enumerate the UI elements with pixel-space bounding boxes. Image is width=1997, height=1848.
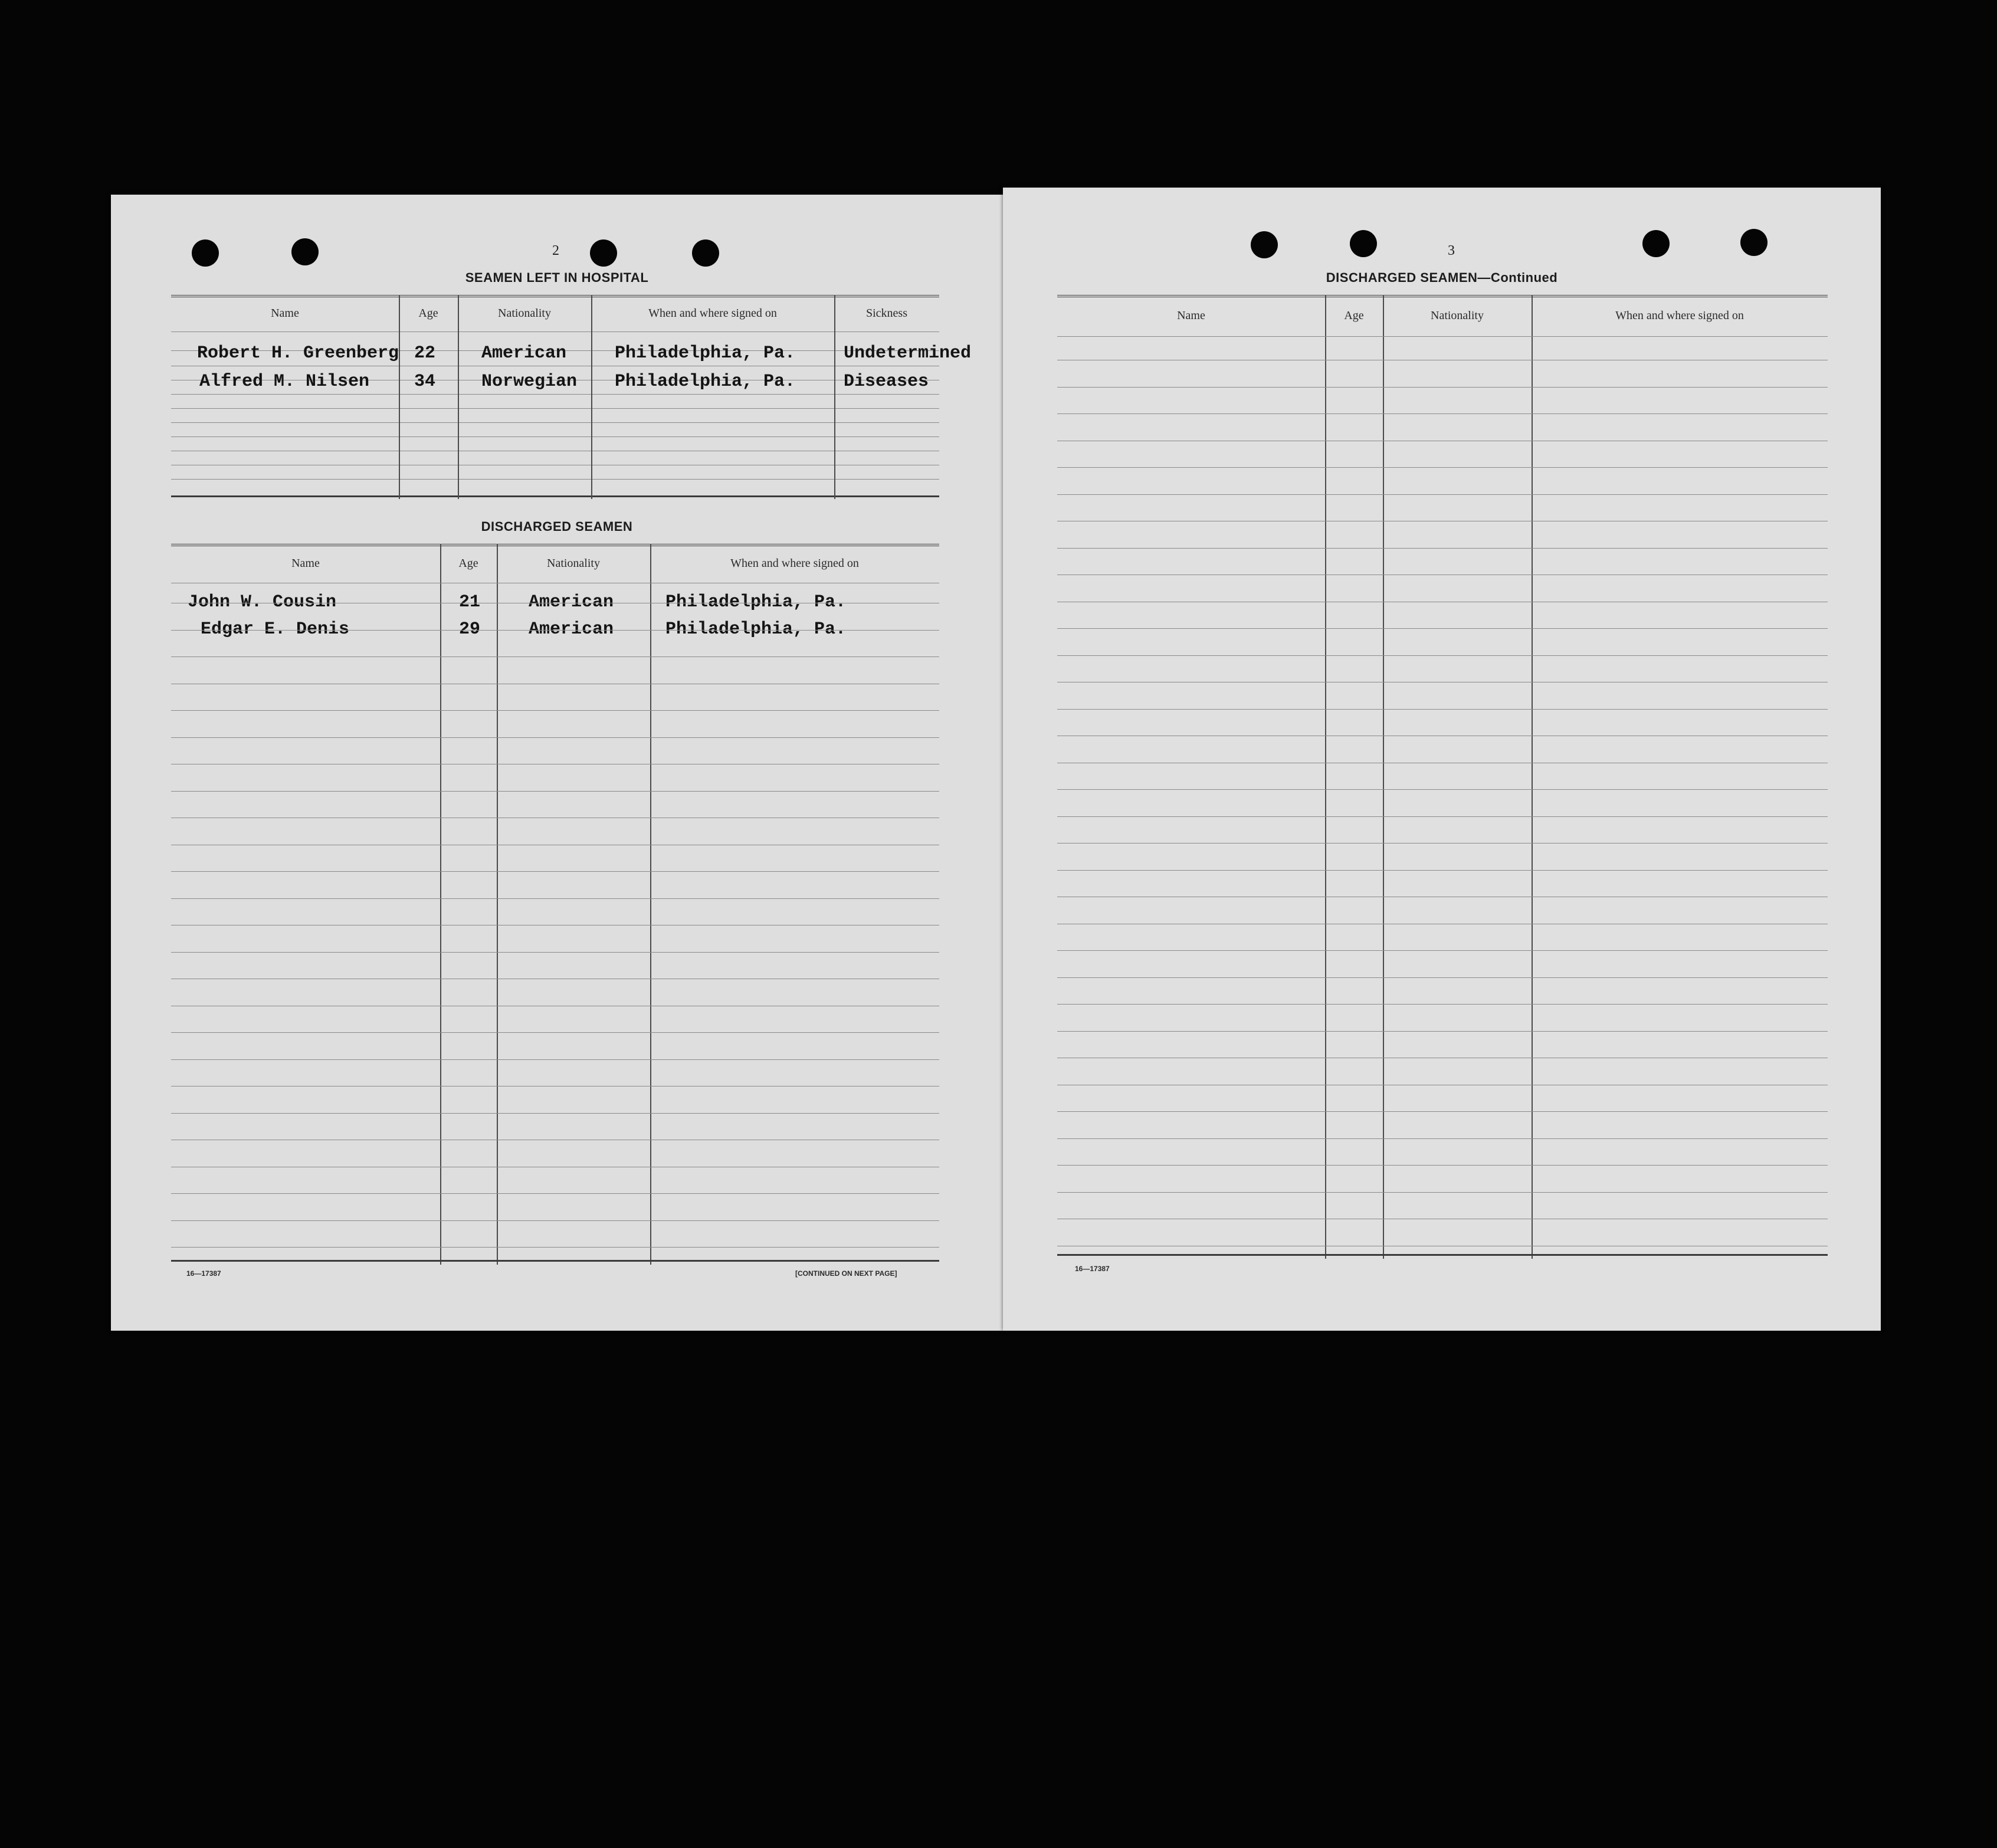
punch-hole-icon (692, 239, 719, 267)
column-header: Nationality (547, 557, 600, 570)
ruled-line (1057, 816, 1828, 817)
punch-hole-icon (192, 239, 219, 267)
ruled-line (171, 1247, 939, 1248)
ruled-line (171, 1220, 939, 1221)
page-number: 2 (552, 243, 559, 258)
column-header: Age (458, 557, 478, 570)
column-header: When and where signed on (730, 557, 859, 570)
discharged-continued-title: DISCHARGED SEAMEN—Continued (1326, 270, 1558, 285)
column-header: Name (271, 307, 299, 320)
discharged-title: DISCHARGED SEAMEN (481, 519, 633, 534)
ruled-line (171, 791, 939, 792)
ruled-line (171, 737, 939, 738)
continued-note: [CONTINUED ON NEXT PAGE] (795, 1269, 897, 1278)
column-header: Age (418, 307, 438, 320)
ruled-line (1057, 1165, 1828, 1166)
ruled-line (1057, 1192, 1828, 1193)
seaman-age: 22 (414, 343, 436, 363)
ruled-line (1057, 655, 1828, 656)
column-header: Age (1344, 309, 1364, 322)
punch-hole-icon (1642, 230, 1670, 257)
column-header: Nationality (1431, 309, 1484, 322)
hospital-table (171, 295, 972, 499)
ruled-line (171, 710, 939, 711)
seaman-signed-on: Philadelphia, Pa. (665, 592, 847, 612)
ruled-line (1057, 548, 1828, 549)
column-header: Name (291, 557, 320, 570)
seaman-name: Robert H. Greenberg (197, 343, 399, 363)
seaman-signed-on: Philadelphia, Pa. (665, 619, 847, 639)
left-page (111, 195, 1003, 1331)
ruled-line (1057, 1031, 1828, 1032)
punch-hole-icon (291, 238, 319, 265)
discharged-table (171, 544, 939, 1265)
seaman-sickness: Diseases (844, 372, 929, 392)
form-number: 16—17387 (1075, 1265, 1110, 1273)
ruled-line (171, 630, 939, 631)
hospital-title: SEAMEN LEFT IN HOSPITAL (465, 270, 649, 285)
punch-hole-icon (1251, 231, 1278, 258)
ruled-line (171, 898, 939, 899)
ruled-line (1057, 870, 1828, 871)
ruled-line (1057, 709, 1828, 710)
punch-hole-icon (590, 239, 617, 267)
form-number: 16—17387 (186, 1269, 221, 1278)
ruled-line (1057, 467, 1828, 468)
seaman-nationality: Norwegian (481, 372, 578, 392)
ruled-line (1057, 1254, 1828, 1256)
seaman-age: 29 (459, 619, 481, 639)
ruled-line (1057, 1004, 1828, 1005)
ruled-line (171, 1193, 939, 1194)
seaman-name: Edgar E. Denis (201, 619, 350, 639)
ruled-line (171, 1113, 939, 1114)
ruled-line (1057, 1138, 1828, 1139)
seaman-nationality: American (529, 592, 614, 612)
ruled-line (1057, 950, 1828, 951)
seaman-nationality: American (481, 343, 567, 363)
ruled-line (1057, 628, 1828, 629)
seaman-age: 21 (459, 592, 481, 612)
column-header: When and where signed on (1615, 309, 1744, 322)
ruled-line (171, 1260, 939, 1262)
column-header: Name (1177, 309, 1205, 322)
ruled-line (171, 871, 939, 872)
ruled-line (1057, 494, 1828, 495)
ruled-line (1057, 1111, 1828, 1112)
page-number: 3 (1448, 243, 1455, 258)
ruled-line (1057, 789, 1828, 790)
seaman-signed-on: Philadelphia, Pa. (615, 343, 796, 363)
punch-hole-icon (1740, 229, 1768, 256)
seaman-age: 34 (414, 372, 436, 392)
ruled-line (171, 952, 939, 953)
discharged-continued-table (1057, 295, 1828, 1259)
seaman-name: John W. Cousin (188, 592, 337, 612)
ruled-line (1057, 977, 1828, 978)
ruled-line (1057, 387, 1828, 388)
punch-hole-icon (1350, 230, 1377, 257)
ruled-line (1057, 413, 1828, 414)
column-header: Nationality (498, 307, 551, 320)
seaman-nationality: American (529, 619, 614, 639)
ruled-line (171, 1086, 939, 1087)
ruled-line (171, 1032, 939, 1033)
ruled-line (1057, 336, 1828, 337)
seaman-signed-on: Philadelphia, Pa. (615, 372, 796, 392)
ruled-line (171, 1059, 939, 1060)
column-header: Sickness (866, 307, 907, 320)
right-page (1003, 188, 1881, 1331)
seaman-name: Alfred M. Nilsen (199, 372, 370, 392)
column-header: When and where signed on (648, 307, 777, 320)
seaman-sickness: Undetermined (844, 343, 972, 363)
